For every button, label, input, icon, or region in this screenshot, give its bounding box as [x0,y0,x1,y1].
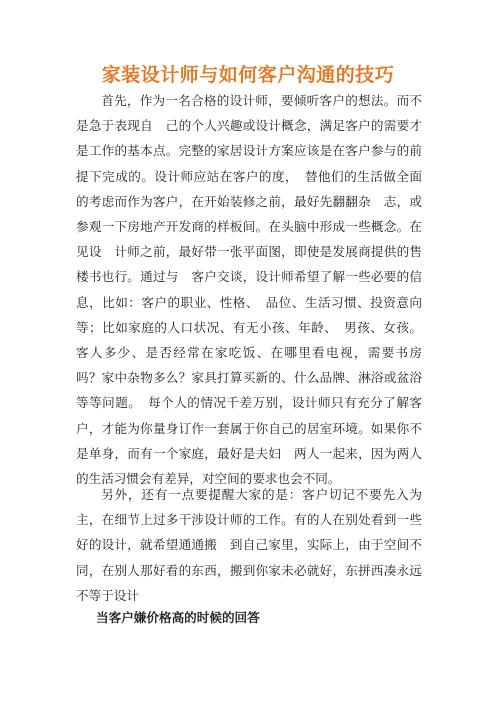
section-heading: 当客户嫌价格高的时候的回答 [96,610,260,625]
document-title: 家装设计师与如何客户沟通的技巧 [101,64,395,86]
paragraph-1: 首先，作为一名合格的设计师，要倾听客户的想法。而不是急于表现自 己的个人兴趣或设计概念，满足客户的需要才是工作的基本点。完整的家居设计方案应该是在客户参与的前提下完成的。设计师应站在客户的度， 替他们的生活做全面的考虑而作为客户，在开始装修之前，最好先翻翻杂 志，或参观一下房地产开发商的样板间。在头脑中形成一些概念。在见设 计师之前，最好带一张平面图，即使是发展商提供的售楼书也行。通过与 客户交谈，设计师希望了解一些必要的信息，比如：客户的职业、性格、 品位、生活习惯、投资意向等；比如家庭的人口状况、有无小孩、年龄、 男孩、女孩。客人多少、是否经常在家吃饭、在哪里看电视，需要书房 吗？家中杂物多么？家具打算买新的、什么品牌、淋浴或盆浴等等问题。 每个人的情况千差万别，设计师只有充分了解客户，才能为你量身订作一套属于你自己的居室环境。如果你不是单身，而有一个家庭，最好是夫妇 两人一起来，因为两人的生活习惯会有差异，对空间的要求也会不同。 [76,93,435,487]
paragraph-2: 另外，还有一点要提醒大家的是：客户切记不要先入为主，在细节上过多干涉设计师的工作。有的人在别处看到一些好的设计，就希望通通搬 到自己家里，实际上，由于空间不同，在别人那好看的东西，搬到你家未必就好，东拼西凑永远不等于设计 [76,487,422,603]
